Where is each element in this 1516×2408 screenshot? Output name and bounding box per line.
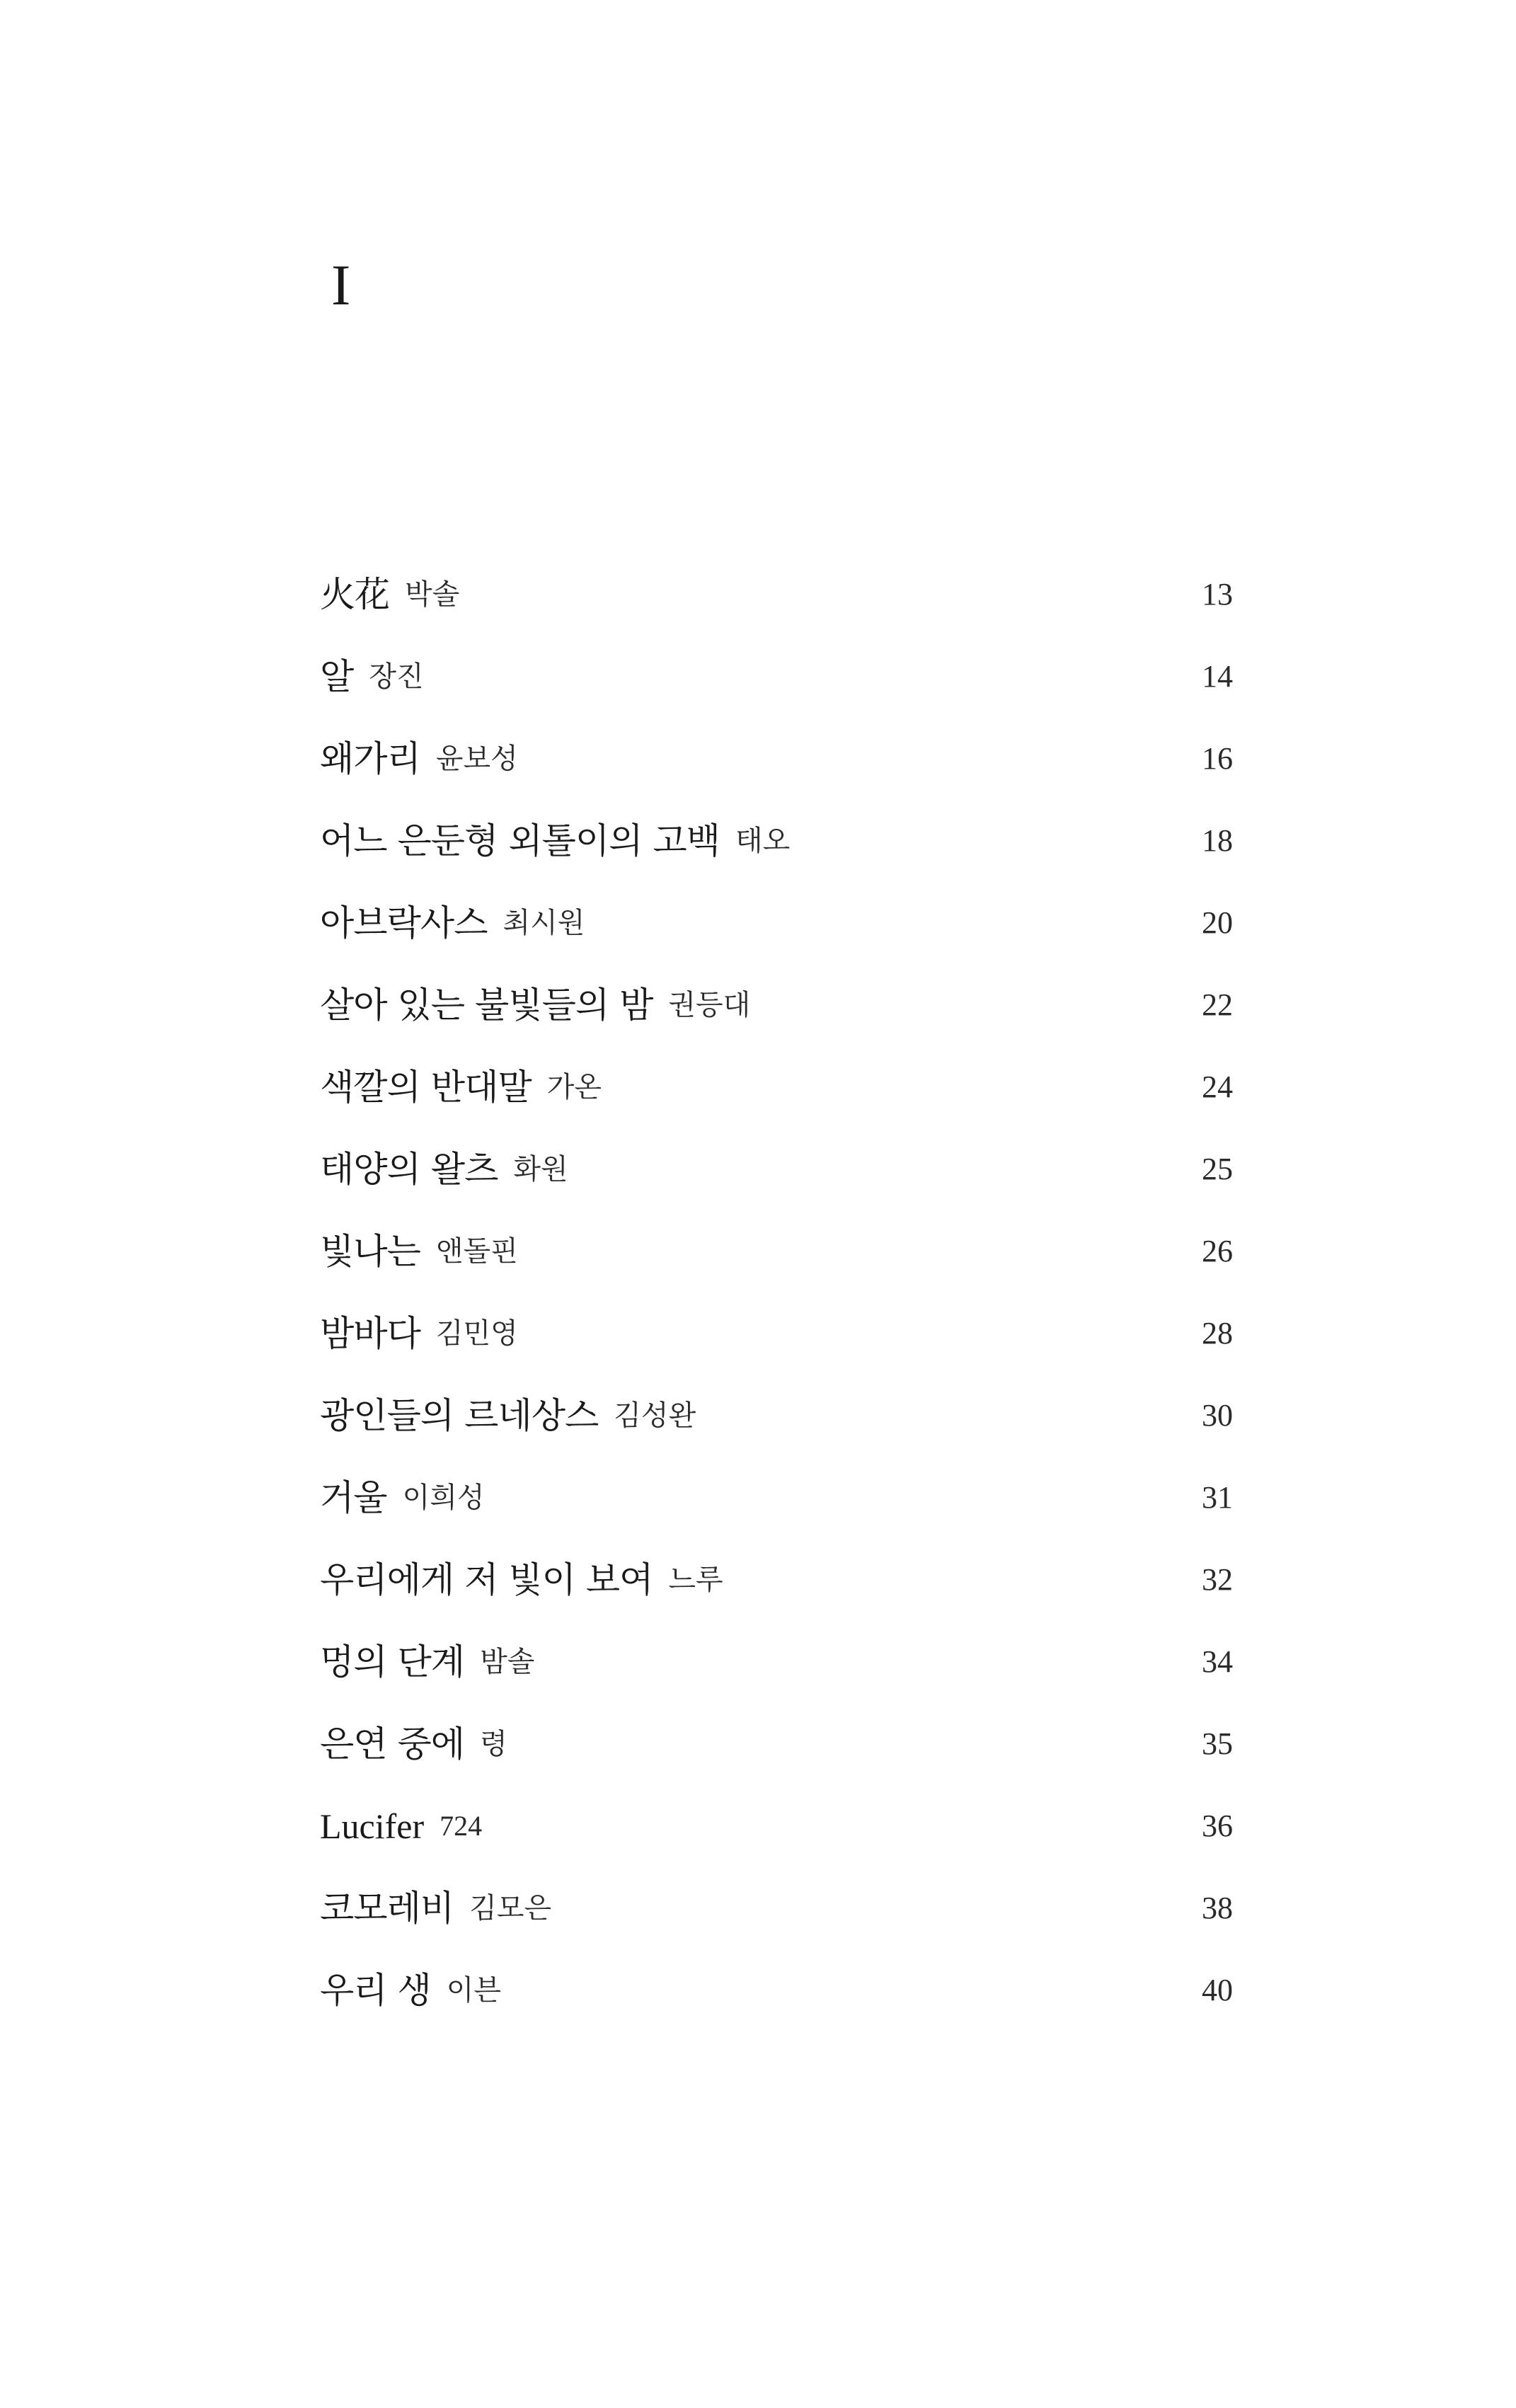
entry-author: 권등대 <box>668 989 751 1021</box>
table-of-contents <box>320 554 1233 2031</box>
entry-title: 우리 생 <box>320 1970 431 2011</box>
entry-title: 아브락사스 <box>320 902 488 944</box>
entry-title: 광인들의 르네상스 <box>320 1395 599 1436</box>
entry-page-number: 14 <box>1202 659 1233 694</box>
entry-title: 빛나는 <box>320 1231 420 1272</box>
entry-author: 화원 <box>513 1153 568 1186</box>
entry-title: 코모레비 <box>320 1888 454 1929</box>
toc-entry-18[interactable] <box>320 1949 1233 2031</box>
entry-page-number: 13 <box>1202 577 1233 612</box>
entry-page-number: 18 <box>1202 823 1233 858</box>
toc-entry-16[interactable] <box>320 1785 1233 1867</box>
entry-page-number: 28 <box>1202 1316 1233 1351</box>
entry-author: 이븐 <box>446 1974 502 2007</box>
entry-title: 색깔의 반대말 <box>320 1067 532 1108</box>
entry-title: 거울 <box>320 1477 387 1518</box>
entry-author: 724 <box>440 1810 483 1842</box>
entry-page-number: 32 <box>1202 1562 1233 1597</box>
toc-entry-8[interactable] <box>320 1128 1233 1210</box>
entry-author: 밤솔 <box>480 1646 535 1678</box>
toc-entry-10[interactable] <box>320 1292 1233 1375</box>
entry-page-number: 34 <box>1202 1644 1233 1679</box>
toc-entry-6[interactable] <box>320 964 1233 1046</box>
toc-entry-5[interactable] <box>320 882 1233 964</box>
toc-entry-11[interactable] <box>320 1375 1233 1457</box>
toc-entry-2[interactable] <box>320 636 1233 718</box>
toc-entry-13[interactable] <box>320 1539 1233 1621</box>
toc-entry-15[interactable] <box>320 1703 1233 1785</box>
entry-page-number: 35 <box>1202 1726 1233 1761</box>
entry-title: 은연 중에 <box>320 1724 465 1765</box>
entry-page-number: 24 <box>1202 1070 1233 1104</box>
entry-author: 김민영 <box>435 1317 518 1350</box>
entry-page-number: 30 <box>1202 1398 1233 1433</box>
entry-title: 살아 있는 불빛들의 밤 <box>320 985 653 1026</box>
entry-title: 태양의 왈츠 <box>320 1149 498 1190</box>
entry-page-number: 40 <box>1202 1973 1233 2007</box>
entry-author: 김성완 <box>614 1399 696 1432</box>
entry-author: 령 <box>480 1728 507 1760</box>
toc-entry-7[interactable] <box>320 1046 1233 1128</box>
entry-author: 장진 <box>369 660 424 693</box>
entry-author: 윤보성 <box>435 743 518 775</box>
entry-author: 김모은 <box>469 1892 552 1925</box>
entry-page-number: 20 <box>1202 905 1233 940</box>
entry-title: 멍의 단계 <box>320 1641 465 1682</box>
entry-title: 알 <box>320 656 354 697</box>
entry-page-number: 25 <box>1202 1152 1233 1186</box>
entry-author: 느루 <box>668 1564 723 1596</box>
toc-entry-9[interactable] <box>320 1210 1233 1292</box>
entry-page-number: 38 <box>1202 1891 1233 1925</box>
toc-entry-1[interactable] <box>320 554 1233 636</box>
entry-page-number: 31 <box>1202 1480 1233 1515</box>
toc-entry-4[interactable] <box>320 800 1233 882</box>
entry-page-number: 22 <box>1202 987 1233 1022</box>
entry-author: 이희성 <box>402 1481 485 1514</box>
entry-page-number: 16 <box>1202 741 1233 776</box>
entry-author: 앤돌핀 <box>435 1235 518 1268</box>
entry-author: 가온 <box>546 1071 602 1103</box>
section-numeral: I <box>331 253 351 317</box>
entry-author: 박솔 <box>405 578 460 611</box>
entry-author: 태오 <box>735 825 791 857</box>
entry-title: 火花 <box>320 574 389 615</box>
entry-title: Lucifer <box>320 1806 425 1846</box>
toc-entry-12[interactable] <box>320 1457 1233 1539</box>
entry-page-number: 26 <box>1202 1234 1233 1268</box>
toc-entry-17[interactable] <box>320 1867 1233 1949</box>
entry-page-number: 36 <box>1202 1808 1233 1843</box>
entry-author: 최시원 <box>503 907 585 939</box>
toc-entry-3[interactable] <box>320 718 1233 800</box>
entry-title: 밤바다 <box>320 1313 420 1354</box>
entry-title: 우리에게 저 빛이 보여 <box>320 1559 653 1600</box>
toc-entry-14[interactable] <box>320 1621 1233 1703</box>
entry-title: 어느 은둔형 외톨이의 고백 <box>320 820 720 861</box>
entry-title: 왜가리 <box>320 738 420 779</box>
